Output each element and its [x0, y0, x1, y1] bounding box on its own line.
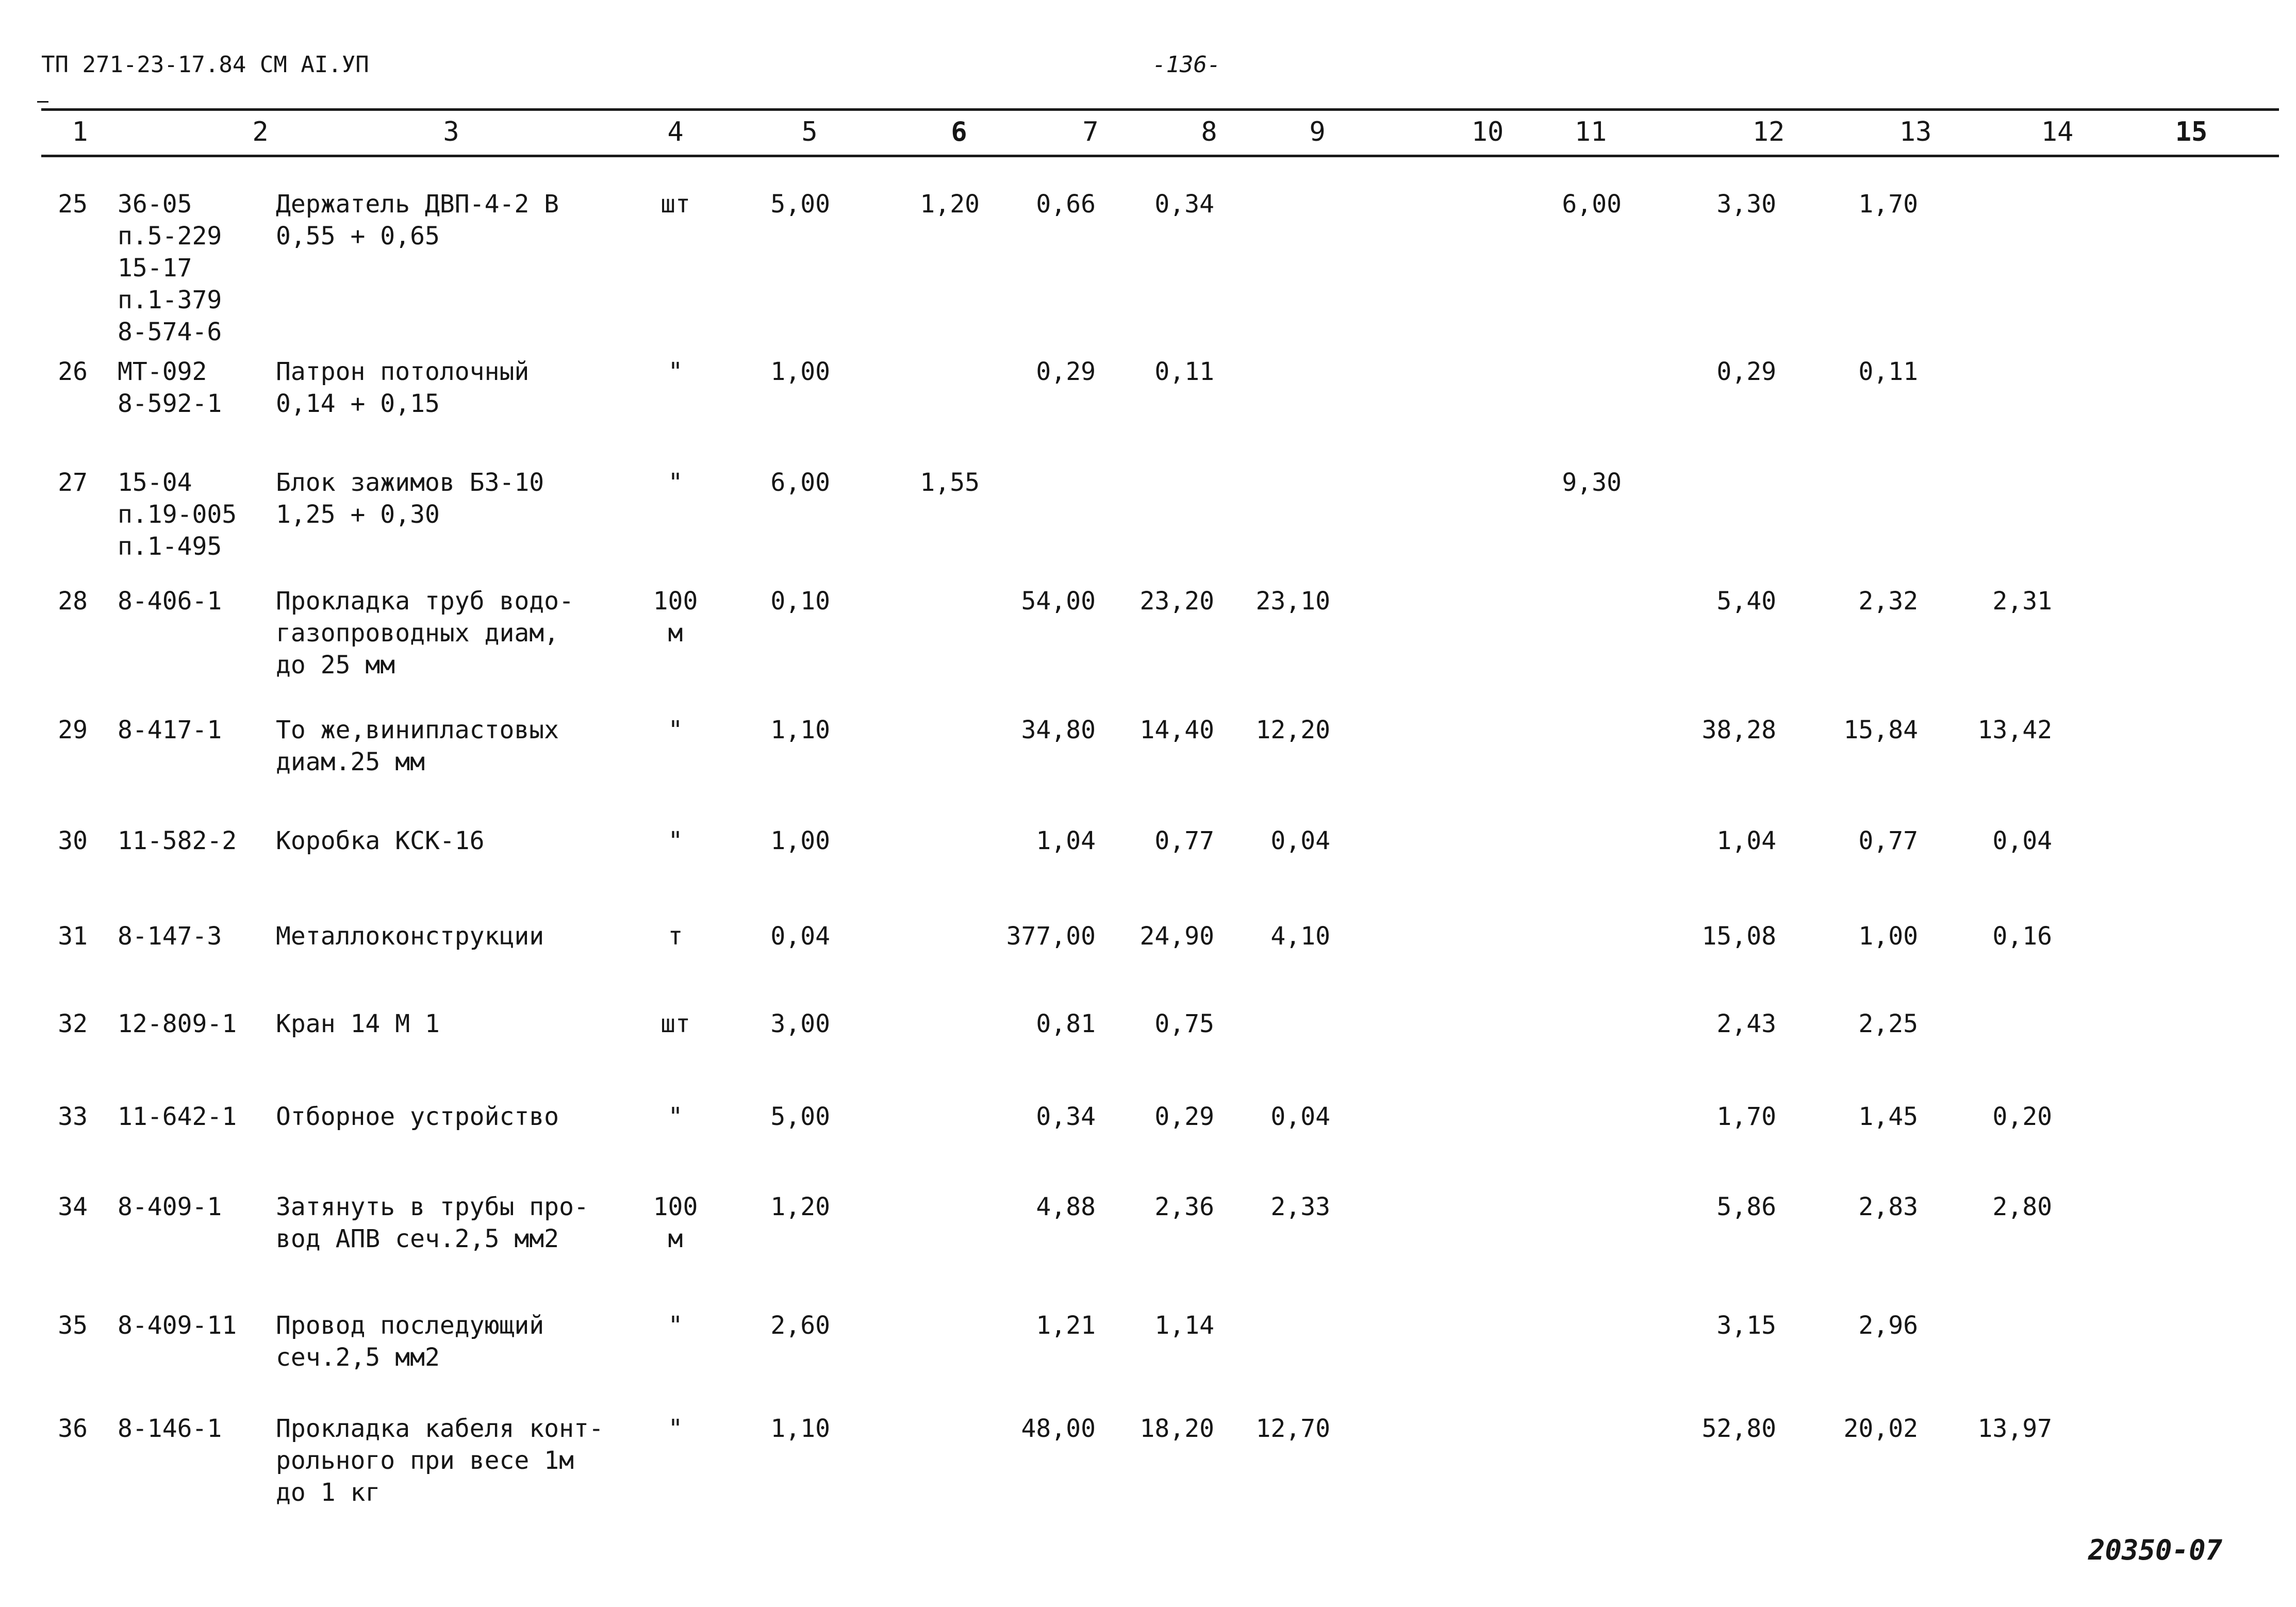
table-top-rule — [41, 108, 2279, 111]
column-number: 15 — [2175, 117, 2208, 147]
archive-stamp: 20350-07 — [2088, 1534, 2223, 1566]
work-description: То же,винипластовых диам.25 мм — [276, 716, 559, 776]
column-number: 3 — [443, 117, 459, 147]
unit-of-measure: " — [668, 1414, 683, 1443]
value-c5: 3,00 — [770, 1009, 830, 1038]
rate-code: 11-642-1 — [118, 1102, 237, 1131]
work-description: Коробка КСК-16 — [276, 826, 485, 855]
value-c13: 0,11 — [1858, 357, 1918, 386]
rate-code: МТ-092 8-592-1 — [118, 357, 222, 418]
unit-of-measure: шт — [660, 1009, 690, 1038]
unit-of-measure: " — [668, 716, 683, 744]
value-c14: 0,20 — [1992, 1102, 2052, 1131]
column-number: 5 — [801, 117, 818, 147]
rate-code: 15-04 п.19-005 п.1-495 — [118, 468, 237, 561]
value-c12: 3,30 — [1716, 190, 1776, 219]
value-c9: 0,04 — [1270, 826, 1330, 855]
value-c14: 2,31 — [1992, 587, 2052, 616]
unit-of-measure: т — [668, 922, 683, 951]
row-number: 26 — [58, 357, 88, 386]
value-c5: 1,00 — [770, 357, 830, 386]
unit-of-measure: " — [668, 826, 683, 855]
value-c9: 4,10 — [1270, 922, 1330, 951]
work-description: Прокладка кабеля конт- рольного при весе 1м до 1 кг — [276, 1414, 604, 1507]
value-c5: 5,00 — [770, 1102, 830, 1131]
row-number: 25 — [58, 190, 88, 219]
value-c12: 2,43 — [1716, 1009, 1776, 1038]
unit-of-measure: 100 м — [653, 587, 698, 648]
unit-of-measure: " — [668, 1311, 683, 1340]
value-c12: 1,04 — [1716, 826, 1776, 855]
value-c11: 9,30 — [1562, 468, 1622, 497]
value-c12: 15,08 — [1702, 922, 1776, 951]
value-c14: 13,97 — [1977, 1414, 2052, 1443]
value-c12: 5,40 — [1716, 587, 1776, 616]
rate-code: 12-809-1 — [118, 1009, 237, 1038]
value-c13: 20,02 — [1843, 1414, 1918, 1443]
value-c7: 1,04 — [1036, 826, 1096, 855]
value-c13: 2,32 — [1858, 587, 1918, 616]
column-number: 6 — [951, 117, 967, 147]
row-number: 34 — [58, 1192, 88, 1221]
value-c7: 4,88 — [1036, 1192, 1096, 1221]
work-description: Блок зажимов БЗ-10 1,25 + 0,30 — [276, 468, 544, 529]
table-header-rule — [41, 155, 2279, 157]
value-c14: 13,42 — [1977, 716, 2052, 744]
rate-code: 8-406-1 — [118, 587, 222, 616]
value-c12: 0,29 — [1716, 357, 1776, 386]
value-c5: 1,10 — [770, 716, 830, 744]
value-c5: 1,10 — [770, 1414, 830, 1443]
work-description: Отборное устройство — [276, 1102, 559, 1131]
value-c12: 5,86 — [1716, 1192, 1776, 1221]
row-number: 30 — [58, 826, 88, 855]
value-c9: 0,04 — [1270, 1102, 1330, 1131]
value-c12: 1,70 — [1716, 1102, 1776, 1131]
column-number: 4 — [667, 117, 684, 147]
value-c6: 1,55 — [920, 468, 980, 497]
rate-code: 8-417-1 — [118, 716, 222, 744]
row-number: 35 — [58, 1311, 88, 1340]
value-c12: 52,80 — [1702, 1414, 1776, 1443]
value-c8: 2,36 — [1154, 1192, 1214, 1221]
value-c11: 6,00 — [1562, 190, 1622, 219]
row-number: 32 — [58, 1009, 88, 1038]
rate-code: 11-582-2 — [118, 826, 237, 855]
rate-code: 36-05 п.5-229 15-17 п.1-379 8-574-6 — [118, 190, 222, 346]
work-description: Провод последующий сеч.2,5 мм2 — [276, 1311, 544, 1372]
value-c7: 48,00 — [1021, 1414, 1096, 1443]
unit-of-measure: " — [668, 357, 683, 386]
work-description: Прокладка труб водо- газопроводных диам, до 25 мм — [276, 587, 574, 680]
value-c13: 2,96 — [1858, 1311, 1918, 1340]
value-c13: 2,25 — [1858, 1009, 1918, 1038]
document-code: ТП 271-23-17.84 СМ АІ.УП — [41, 52, 369, 78]
column-number: 10 — [1471, 117, 1504, 147]
value-c5: 2,60 — [770, 1311, 830, 1340]
work-description: Кран 14 М 1 — [276, 1009, 440, 1038]
value-c14: 0,16 — [1992, 922, 2052, 951]
value-c7: 0,29 — [1036, 357, 1096, 386]
column-number: 2 — [252, 117, 269, 147]
value-c8: 0,75 — [1154, 1009, 1214, 1038]
value-c8: 0,11 — [1154, 357, 1214, 386]
column-number: 7 — [1082, 117, 1099, 147]
value-c8: 0,34 — [1154, 190, 1214, 219]
value-c5: 0,10 — [770, 587, 830, 616]
value-c13: 1,00 — [1858, 922, 1918, 951]
value-c13: 1,70 — [1858, 190, 1918, 219]
rate-code: 8-147-3 — [118, 922, 222, 951]
row-number: 29 — [58, 716, 88, 744]
value-c5: 6,00 — [770, 468, 830, 497]
value-c5: 5,00 — [770, 190, 830, 219]
value-c9: 12,20 — [1256, 716, 1330, 744]
row-number: 36 — [58, 1414, 88, 1443]
work-description: Затянуть в трубы про- вод АПВ сеч.2,5 мм2 — [276, 1192, 589, 1253]
value-c7: 34,80 — [1021, 716, 1096, 744]
work-description: Металлоконструкции — [276, 922, 544, 951]
value-c5: 0,04 — [770, 922, 830, 951]
value-c8: 0,29 — [1154, 1102, 1214, 1131]
column-number: 9 — [1309, 117, 1326, 147]
row-number: 33 — [58, 1102, 88, 1131]
value-c6: 1,20 — [920, 190, 980, 219]
value-c5: 1,20 — [770, 1192, 830, 1221]
value-c13: 0,77 — [1858, 826, 1918, 855]
value-c8: 14,40 — [1139, 716, 1214, 744]
value-c13: 1,45 — [1858, 1102, 1918, 1131]
value-c8: 0,77 — [1154, 826, 1214, 855]
row-number: 28 — [58, 587, 88, 616]
unit-of-measure: " — [668, 468, 683, 497]
column-number: 8 — [1201, 117, 1217, 147]
unit-of-measure: 100 м — [653, 1192, 698, 1253]
value-c9: 23,10 — [1256, 587, 1330, 616]
work-description: Патрон потолочный 0,14 + 0,15 — [276, 357, 530, 418]
rate-code: 8-409-1 — [118, 1192, 222, 1221]
unit-of-measure: " — [668, 1102, 683, 1131]
header-tick — [37, 101, 48, 103]
value-c8: 24,90 — [1139, 922, 1214, 951]
value-c8: 18,20 — [1139, 1414, 1214, 1443]
value-c13: 2,83 — [1858, 1192, 1918, 1221]
work-description: Держатель ДВП-4-2 В 0,55 + 0,65 — [276, 190, 559, 251]
value-c7: 1,21 — [1036, 1311, 1096, 1340]
page-number: -136- — [1152, 52, 1221, 78]
value-c7: 54,00 — [1021, 587, 1096, 616]
column-number: 12 — [1752, 117, 1785, 147]
value-c13: 15,84 — [1843, 716, 1918, 744]
column-number: 13 — [1899, 117, 1932, 147]
column-number: 14 — [2041, 117, 2074, 147]
row-number: 27 — [58, 468, 88, 497]
value-c7: 0,66 — [1036, 190, 1096, 219]
value-c7: 377,00 — [1006, 922, 1096, 951]
rate-code: 8-146-1 — [118, 1414, 222, 1443]
value-c14: 0,04 — [1992, 826, 2052, 855]
value-c9: 2,33 — [1270, 1192, 1330, 1221]
value-c14: 2,80 — [1992, 1192, 2052, 1221]
value-c9: 12,70 — [1256, 1414, 1330, 1443]
value-c7: 0,34 — [1036, 1102, 1096, 1131]
row-number: 31 — [58, 922, 88, 951]
unit-of-measure: шт — [660, 190, 690, 219]
value-c8: 1,14 — [1154, 1311, 1214, 1340]
value-c7: 0,81 — [1036, 1009, 1096, 1038]
value-c5: 1,00 — [770, 826, 830, 855]
value-c12: 3,15 — [1716, 1311, 1776, 1340]
value-c8: 23,20 — [1139, 587, 1214, 616]
column-number: 11 — [1574, 117, 1607, 147]
rate-code: 8-409-11 — [118, 1311, 237, 1340]
column-number: 1 — [72, 117, 88, 147]
value-c12: 38,28 — [1702, 716, 1776, 744]
